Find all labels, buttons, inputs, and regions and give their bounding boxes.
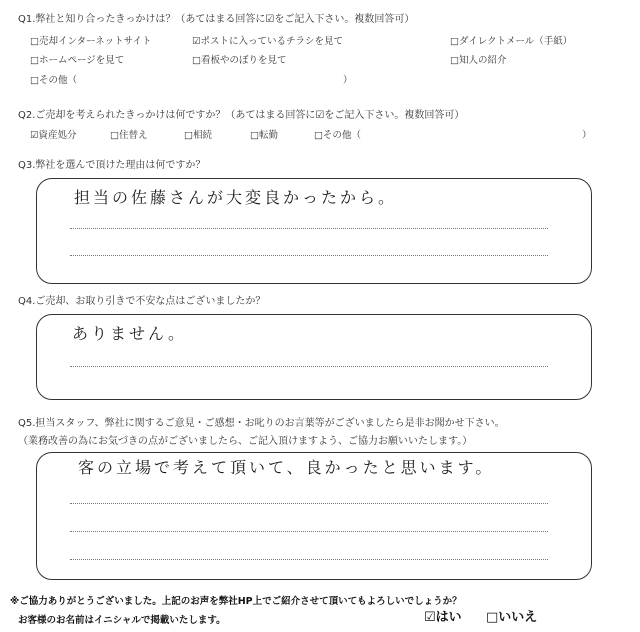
q1-option-referral[interactable]: □知人の紹介 — [450, 55, 507, 66]
q2-option-inheritance[interactable]: □相続 — [184, 130, 212, 141]
q5-title: Q5.担当スタッフ、弊社に関するご意見・ご感想・お叱りのお言葉等がございましたら是非お聞かせ下さい。 — [18, 418, 505, 429]
q3-title: Q3.弊社を選んで頂けた理由は何ですか？ — [18, 160, 206, 171]
q1-option-direct-mail[interactable]: □ダイレクトメール（手紙） — [450, 36, 573, 47]
q3-handwritten-answer: 担当の佐藤さんが大変良かったから。 — [74, 188, 398, 207]
q2-option-transfer[interactable]: □転勤 — [250, 130, 278, 141]
q1-option-other-close: ） — [343, 75, 353, 86]
q2-option-asset-disposal[interactable]: ☑資産処分 — [30, 130, 77, 141]
q1-option-homepage[interactable]: □ホームページを見て — [30, 55, 125, 66]
footer-yes-checkbox[interactable]: ☑はい — [424, 610, 462, 625]
q3-line — [70, 228, 548, 229]
footer-no-checkbox[interactable]: □いいえ — [486, 610, 538, 625]
q2-option-other[interactable]: □その他（ — [314, 130, 361, 141]
q1-option-internet[interactable]: □売却インターネットサイト — [30, 36, 152, 47]
q5-handwritten-answer: 客の立場で考えて頂いて、良かったと思います。 — [78, 458, 495, 477]
q5-line — [70, 559, 548, 560]
q4-line — [70, 366, 548, 367]
q1-title: Q1.弊社と知り合ったきっかけは？（あてはまる回答に☑をご記入下さい。複数回答可） — [18, 14, 415, 25]
q2-title: Q2.ご売却を考えられたきっかけは何ですか？（あてはまる回答に☑をご記入下さい。複数回答可） — [18, 110, 465, 121]
q1-option-flyer[interactable]: ☑ポストに入っているチラシを見て — [192, 36, 344, 47]
footer-consent-question: ※ご協力ありがとうございました。上記のお声を弊社HP上でご紹介させて頂いてもよろしいでしょうか？ — [10, 596, 462, 607]
q4-handwritten-answer: ありません。 — [72, 324, 187, 343]
footer-initials-note: お客様のお名前はイニシャルで掲載いたします。 — [18, 615, 226, 626]
q5-line — [70, 531, 548, 532]
q5-line — [70, 503, 548, 504]
q4-title: Q4.ご売却、お取り引きで不安な点はございましたか？ — [18, 296, 266, 307]
q1-option-signboard[interactable]: □看板やのぼりを見て — [192, 55, 287, 66]
q2-option-other-close: ） — [582, 130, 592, 141]
q2-option-relocation[interactable]: □住替え — [110, 130, 148, 141]
q5-subtitle: （業務改善の為にお気づきの点がございましたら、ご記入頂けますよう、ご協力お願いいたします。） — [18, 436, 473, 447]
q3-line — [70, 255, 548, 256]
q1-option-other[interactable]: □その他（ — [30, 75, 77, 86]
